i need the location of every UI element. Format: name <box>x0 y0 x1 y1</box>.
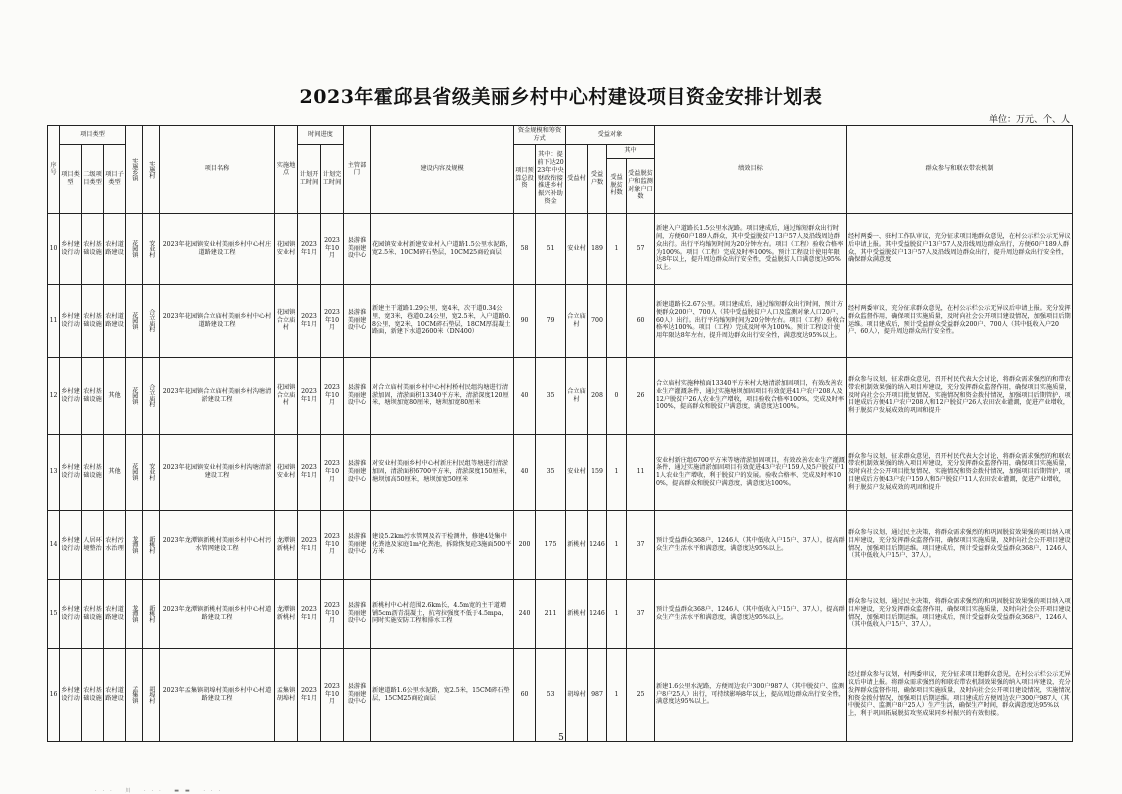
unit-note: 单位：万元、个、人 <box>988 115 1070 125</box>
header-township: 实施乡镇 <box>130 157 138 181</box>
header-content: 建设内容及规模 <box>371 126 514 214</box>
row-content: 新桃村中心村范围2.6km长，4.5m宽的主干道增铺5cm沥青混凝土，抗弯拉强度不低于4.5mpa，同时实施安防工程和排水工程 <box>371 579 514 648</box>
header-project-type: 项目类型 <box>60 126 126 145</box>
scan-marks: ··· 川 ··· ▬▬ ··· <box>95 788 227 794</box>
row-location: 龙潭镇新桃村 <box>275 510 298 579</box>
header-budget: 项目预算总投资 <box>514 144 536 213</box>
row-central-funds: 53 <box>536 648 566 741</box>
row-village-text: 新桃村 <box>147 535 155 554</box>
row-content: 对安业村美丽乡村中心村新庄村民组等塘进行清淤加固，清淤面积6700平方米，清淤深度150厘米，塘坝加高50厘米，塘坝加宽50厘米 <box>371 434 514 510</box>
row-budget: 90 <box>514 284 536 357</box>
row-seq: 10 <box>48 213 60 284</box>
header-start-time: 计划开工时间 <box>298 144 321 213</box>
header-benefit-households: 受益户数 <box>588 144 607 213</box>
header-seq: 序号 <box>48 126 60 214</box>
row-type: 乡村建设行动 <box>60 579 82 648</box>
row-poor-villages: 1 <box>607 579 627 648</box>
row-subtype: 农村道路建设 <box>104 284 126 357</box>
row-project-name: 2023年花园镇安业村美丽乡村中心村庄道路建设工程 <box>160 213 275 284</box>
project-table <box>47 125 1073 742</box>
row-goals: 预计受益群众368户、1246人（其中低收入户15户、37人），提高群众生产生活水平和满意度，满意度达95%以上。 <box>655 579 847 648</box>
row-poor-population: 37 <box>627 510 655 579</box>
row-households: 189 <box>588 213 607 284</box>
row-benefit-village: 安业村 <box>566 213 588 284</box>
row-mechanism: 经过群众参与议划，村两委审议，充分征求项目地群众意见，在村公示栏公示无异议后申请上报。将群众需求强烈的和联农带农机制效果强的纳入项目库建设，充分发挥群众监督作用，确保项目实施质量，及时向社会公开项目建设情况，实施情况和资金拨付情况，加强项目后期运维。项目建成后方便周边农户300户987人（其中脱贫户、监测户8户25人）生产生活，确保生产时间，群众满意度达95%以上，利于巩固拓展脱贫攻坚成果同乡村振兴的有效衔接。 <box>847 648 1073 741</box>
header-funds: 资金规模和筹资方式 <box>514 126 566 145</box>
row-township-text: 孟集镇 <box>130 685 138 704</box>
row-second-category: 农村基础设施 <box>82 213 104 284</box>
row-households: 1246 <box>588 510 607 579</box>
header-village: 实施村 <box>147 160 155 178</box>
row-township <box>126 434 143 510</box>
row-poor-villages <box>607 284 627 357</box>
row-subtype: 农村道路建设 <box>104 213 126 284</box>
header-beneficiaries: 受益对象 <box>566 126 655 145</box>
row-start-time: 2023年1月 <box>298 434 321 510</box>
row-township-text: 龙潭镇 <box>130 604 138 623</box>
row-poor-population: 57 <box>627 213 655 284</box>
row-end-time: 2023年10月 <box>321 357 344 434</box>
header-goals: 绩效目标 <box>655 126 847 214</box>
row-budget: 40 <box>514 434 536 510</box>
row-village-text: 合立庙村 <box>147 384 155 407</box>
row-poor-population: 11 <box>627 434 655 510</box>
row-end-time: 2023年10月 <box>321 284 344 357</box>
row-poor-population: 37 <box>627 579 655 648</box>
row-central-funds: 79 <box>536 284 566 357</box>
row-benefit-village: 合立庙村 <box>566 357 588 434</box>
row-households: 208 <box>588 357 607 434</box>
row-type: 乡村建设行动 <box>60 357 82 434</box>
row-project-name: 2023年孟集镇胡埠村美丽乡村中心村道路建设工程 <box>160 648 275 741</box>
row-poor-villages: 1 <box>607 510 627 579</box>
row-end-time: 2023年10月 <box>321 213 344 284</box>
row-end-time: 2023年10月 <box>321 579 344 648</box>
row-central-funds: 35 <box>536 434 566 510</box>
row-subtype: 农村道路建设 <box>104 579 126 648</box>
row-village-text: 新桃村 <box>147 604 155 623</box>
row-content: 花园镇安业村新建安业村入户道路1.5公里水泥路，宽2.5米、10CM碎石垫层，10CM25商砼面层 <box>371 213 514 284</box>
row-second-category: 人居环境整治 <box>82 510 104 579</box>
row-village <box>143 648 160 741</box>
row-village <box>143 357 160 434</box>
row-subtype: 其他 <box>104 357 126 434</box>
row-second-category: 农村基础设施 <box>82 579 104 648</box>
row-location: 龙潭镇新桃村 <box>275 579 298 648</box>
row-subtype: 农村污水治理 <box>104 510 126 579</box>
row-second-category: 农村基础设施 <box>82 648 104 741</box>
row-content: 建设5.2km污水管网及若干检测井，修建4处集中化粪池及家庭1m³化粪池，拆除恢复砼3施面500平方米 <box>371 510 514 579</box>
row-budget: 200 <box>514 510 536 579</box>
row-department: 县游淮美丽建设中心 <box>344 357 371 434</box>
row-start-time: 2023年1月 <box>298 510 321 579</box>
header-central-funds: 其中：提前下达2023年中央财政衔接推进乡村振兴补助资金 <box>536 144 566 213</box>
header-second-category: 二级项目类型 <box>82 144 104 213</box>
row-seq: 12 <box>48 357 60 434</box>
row-poor-population: 26 <box>627 357 655 434</box>
row-project-name: 2023年花园镇合立庙村美丽乡村中心村道路建设工程 <box>160 284 275 357</box>
row-seq: 14 <box>48 510 60 579</box>
header-end-time: 计划完工时间 <box>321 144 344 213</box>
row-type: 乡村建设行动 <box>60 510 82 579</box>
row-central-funds: 211 <box>536 579 566 648</box>
row-benefit-village: 胡埠村 <box>566 648 588 741</box>
row-department: 县游淮美丽建设中心 <box>344 648 371 741</box>
row-goals: 安业村新庄组6700平方米等塘清淤加固项目，有效改善农业生产灌溉条件，通过实施清淤加固项目有效促进43户农户159人及5户脱贫户11人农业生产增收，利于脱贫户的发展。验收合格率、完成及时率100%，提高群众和脱贫户满意度，满意度达100%。 <box>655 434 847 510</box>
row-village <box>143 510 160 579</box>
table-row <box>48 357 1073 434</box>
row-budget: 60 <box>514 648 536 741</box>
row-start-time: 2023年1月 <box>298 284 321 357</box>
row-township-text: 花园镇 <box>130 386 138 405</box>
row-township-text: 花园镇 <box>130 239 138 258</box>
row-township-text: 龙潭镇 <box>130 535 138 554</box>
row-seq: 11 <box>48 284 60 357</box>
row-end-time: 2023年10月 <box>321 434 344 510</box>
row-goals: 新建1.6公里水泥路，方便周边农户300户987人（其中脱贫户、监测户8户25人）出行，可持续影响8年以上，提高周边群众出行安全性，满意度达95%以上。 <box>655 648 847 741</box>
table-row <box>48 434 1073 510</box>
row-location: 花园镇安业村 <box>275 434 298 510</box>
row-project-name: 2023年花园镇安业村美丽乡村沟塘清淤建设工程 <box>160 434 275 510</box>
header-location: 实施地点 <box>275 126 298 214</box>
row-village-text: 合立庙村 <box>147 309 155 332</box>
row-project-name: 2023年龙潭镇新桃村美丽乡村中心村道路建设工程 <box>160 579 275 648</box>
row-location: 花园镇合立庙村 <box>275 357 298 434</box>
row-village-text: 安业村 <box>147 463 155 481</box>
row-benefit-village: 新桃村 <box>566 510 588 579</box>
row-department: 县游淮美丽建设中心 <box>344 510 371 579</box>
page-title: 2023年霍邱县省级美丽乡村中心村建设项目资金安排计划表 <box>299 86 823 108</box>
table-row <box>48 579 1073 648</box>
row-township <box>126 648 143 741</box>
row-start-time: 2023年1月 <box>298 213 321 284</box>
row-benefit-village: 合立庙村 <box>566 284 588 357</box>
header-benefit-villages: 受益村 <box>566 144 588 213</box>
row-township <box>126 510 143 579</box>
row-department: 县游淮美丽建设中心 <box>344 579 371 648</box>
row-township <box>126 357 143 434</box>
row-location: 孟集镇胡埠村 <box>275 648 298 741</box>
header-mechanism: 群众参与和联农带农机制 <box>847 126 1073 214</box>
header-name: 项目名称 <box>160 126 275 214</box>
row-village <box>143 284 160 357</box>
row-goals: 新建道路长2.67公里。项目建成后，通过缩短群众出行时间，预计方便群众200户、700人（其中受益脱贫户人口及监测对象人口20户、60人）出行。出行平均缩短时间为20分钟左右。项目（工程）验收合格率达100%。项目（工程）完成及时率为100%。预计工程设计使用年限达8年左右，提升周边群众出行安全性，满意度达95%以上。 <box>655 284 847 357</box>
row-department: 县游淮美丽建设中心 <box>344 434 371 510</box>
row-type: 乡村建设行动 <box>60 284 82 357</box>
row-start-time: 2023年1月 <box>298 579 321 648</box>
row-village <box>143 213 160 284</box>
row-households: 987 <box>588 648 607 741</box>
row-township <box>126 213 143 284</box>
row-mechanism: 群众参与议划，通过民主决策，将群众需求强烈的和巩固脱贫效果强的项目纳入项目库建设，充分发挥群众监督作用，确保项目实施质量，及时向社会公开项目建设情况，加强项目后期运维。项目建成后，预计受益群众受益群众368户、1246人（其中低收入户15户、37人）。 <box>847 579 1073 648</box>
row-content: 对合立庙村美丽乡村中心村村桥村民组沟塘进行清淤加固，清淤面积13340平方米，清淤深度120厘米，塘坝加宽80厘米，塘坝加宽80厘米 <box>371 357 514 434</box>
row-benefit-village: 安业村 <box>566 434 588 510</box>
row-village <box>143 579 160 648</box>
row-end-time: 2023年10月 <box>321 510 344 579</box>
row-seq: 16 <box>48 648 60 741</box>
row-start-time: 2023年1月 <box>298 357 321 434</box>
row-poor-villages: 1 <box>607 213 627 284</box>
row-second-category: 农村基础设施 <box>82 284 104 357</box>
row-poor-population: 60 <box>627 284 655 357</box>
table-row <box>48 213 1073 284</box>
row-village-text: 安业村 <box>147 239 155 258</box>
row-type: 乡村建设行动 <box>60 434 82 510</box>
row-township <box>126 284 143 357</box>
header-type-category: 项目类型 <box>60 144 82 213</box>
row-goals: 预计受益群众368户、1246人（其中低收入户15户、37人），提高群众生产生活水平和满意度，满意度达95%以上。 <box>655 510 847 579</box>
row-mechanism: 经村两委一、驻村工作队审议，充分征求项目地群众意见，在村公示栏公示无异议后申请上报。其中受益脱贫户13户57人及沿线周边群众出行，方便60户189人群众，其中受益脱贫户13户57人及沿线周边群众出行，提升周边群众出行安全性，确保群众满意度 <box>847 213 1073 284</box>
header-subtype: 项目子类型 <box>104 144 126 213</box>
row-subtype: 农村道路建设 <box>104 648 126 741</box>
table-row <box>48 510 1073 579</box>
row-second-category: 农村基础设施 <box>82 357 104 434</box>
row-budget: 240 <box>514 579 536 648</box>
row-township-text: 花园镇 <box>130 463 138 481</box>
row-households: 159 <box>588 434 607 510</box>
row-project-name: 2023年花园镇合立庙村美丽乡村沟塘清淤建设工程 <box>160 357 275 434</box>
table-row <box>48 648 1073 741</box>
row-mechanism: 群众参与议划，征求群众意见，召开村民代表大会讨论，将群众需求强烈的和带农带农机制效果强的纳入项目库建设，充分发挥群众监督作用，确保项目实施质量，及时向社会公开项目批复情况、实施情况和资金拨付情况，加强项目后期管护，项目建成后方便41户农户208人和12户脱贫户26人农田农业灌溉，促进产业增收，利于脱贫户发展成效的巩固和提升 <box>847 357 1073 434</box>
row-end-time: 2023年10月 <box>321 648 344 741</box>
row-budget: 40 <box>514 357 536 434</box>
row-poor-population: 25 <box>627 648 655 741</box>
page-number: 5 <box>558 733 564 743</box>
row-location: 花园镇合立庙村 <box>275 284 298 357</box>
row-goals: 合立庙村实施种植面13340平方米村大塘清淤加固项目，有效改善农业生产灌溉条件，通过实施塘坝加固项目有效促进41户农户208人及12户脱贫户26人农业生产增收，项目验收合格率100%，完成及时率100%，提高群众和脱贫户满意度，满意度达100%。 <box>655 357 847 434</box>
row-project-name: 2023年龙潭镇新桃村美丽乡村中心村污水管网建设工程 <box>160 510 275 579</box>
row-budget: 58 <box>514 213 536 284</box>
row-township-text: 花园镇 <box>130 311 138 330</box>
header-poor-population: 受益脱贫户和监测对象户口数 <box>627 158 655 213</box>
row-seq: 13 <box>48 434 60 510</box>
row-goals: 新建入户道路长1.5公里水泥路。项目建成后，通过缩短群众出行时间，方便60户189人群众，其中受益脱贫户13户57人及沿线周边群众出行。出行平均缩短时间为20分钟左右。项目（工程）验收合格率为100%。项目（工程）完成及时率100%。预计工程设计使用年限达8年以上，提升周边群众出行安全性，受益脱贫人口满意度达95%以上。 <box>655 213 847 284</box>
row-poor-villages: 1 <box>607 648 627 741</box>
row-content: 新建主干道路1.29公里，宽4米，次干道0.34公里，宽3米，巷道0.24公里，宽2.5米，入户道路0.8公里，宽2米，10CM碎石垫层，18CM厚混凝土路面，新建下水道2600米（DN400） <box>371 284 514 357</box>
row-central-funds: 35 <box>536 357 566 434</box>
row-township <box>126 579 143 648</box>
row-department: 县游淮美丽建设中心 <box>344 213 371 284</box>
header-poor-villages: 受益脱贫村数 <box>607 158 627 213</box>
row-mechanism: 群众参与议划，通过民主决策，将群众需求强烈的和巩固脱贫效果强的项目纳入项目库建设，充分发挥群众监督作用，确保项目实施质量，及时向社会公开项目建设情况，加强项目后期运维。项目建成后，预计受益群众受益群众368户、1246人（其中低收入户15户、37人）。 <box>847 510 1073 579</box>
row-type: 乡村建设行动 <box>60 648 82 741</box>
row-second-category: 农村基础设施 <box>82 434 104 510</box>
row-village-text: 胡埠村 <box>147 685 155 704</box>
row-central-funds: 51 <box>536 213 566 284</box>
header-among: 其中 <box>607 144 655 158</box>
row-content: 新建道路1.6公里水泥路，宽2.5米，15CM碎石垫层，15CM25商砼面层 <box>371 648 514 741</box>
row-type: 乡村建设行动 <box>60 213 82 284</box>
row-mechanism: 经村两委审议，充分征求群众意见，在村公示栏公示无异议后申请上报。充分发挥群众监督作用，确保项目实施质量，及时向社会公开项目建设情况，加强项目后期运维。项目建成后，预计受益群众受益群众200户、700人（其中低收入户20户、60人），提升周边群众出行安全性。 <box>847 284 1073 357</box>
row-households: 1246 <box>588 579 607 648</box>
table-row <box>48 284 1073 357</box>
row-department: 县游淮美丽建设中心 <box>344 284 371 357</box>
row-central-funds: 175 <box>536 510 566 579</box>
row-mechanism: 群众参与议划，征求群众意见，召开村民代表大会讨论，将群众需求强烈的和联农带农机制效果强的纳入项目库建设，充分发挥群众监督作用，确保项目实施质量，及时向社会公开项目批复情况、实施情况和资金拨付情况，加强项目后期管护，项目建成后方便43户农户159人和5户脱贫户11人农田农业灌溉，促进产业增收，利于脱贫户发展成效的巩固和提升 <box>847 434 1073 510</box>
header-time-progress: 时间进度 <box>298 126 344 145</box>
row-poor-villages: 1 <box>607 434 627 510</box>
row-location: 花园镇安业村 <box>275 213 298 284</box>
row-seq: 15 <box>48 579 60 648</box>
row-benefit-village: 新桃村 <box>566 579 588 648</box>
row-subtype: 其他 <box>104 434 126 510</box>
row-village <box>143 434 160 510</box>
row-poor-villages: 0 <box>607 357 627 434</box>
row-start-time: 2023年1月 <box>298 648 321 741</box>
row-households: 700 <box>588 284 607 357</box>
header-department: 主管部门 <box>344 126 371 214</box>
